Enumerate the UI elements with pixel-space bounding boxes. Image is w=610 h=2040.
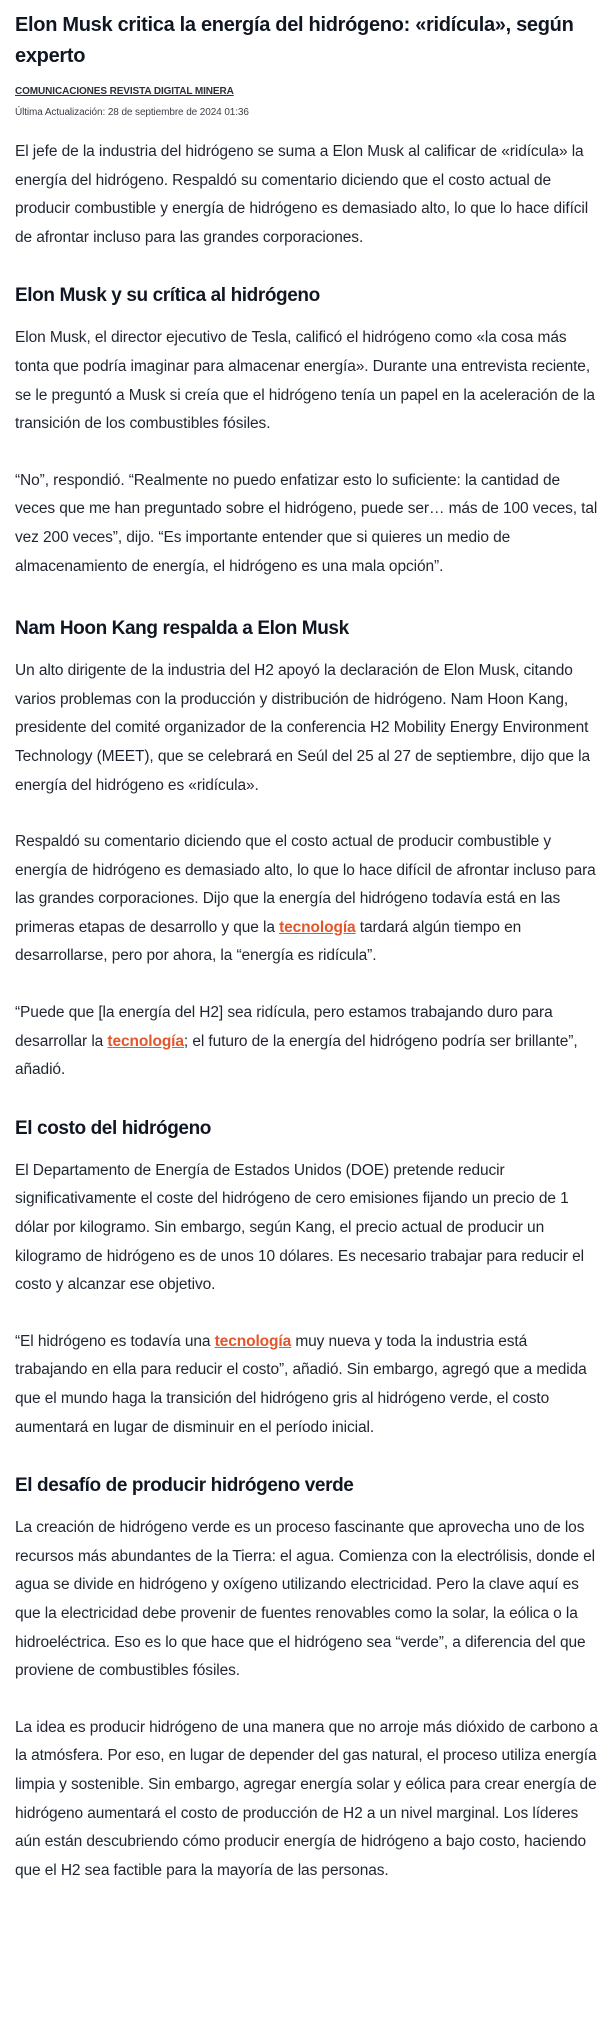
paragraph: La idea es producir hidrógeno de una manera que no arroje más dióxido de carbono a la atmósfera. Por eso, en lugar de depender del gas natural, el proceso utiliza energía limpia y sostenible. Sin embargo, agregar energía solar y eólica para crear energía de hidrógeno aumentará el costo de producción de H2 a un nivel marginal. Los líderes aún están descubriendo cómo producir energía de hidrógeno a bajo costo, haciendo que el H2 sea factible para la mayoría de las personas. — [15, 1718, 598, 1879]
paragraph: La creación de hidrógeno verde es un proceso fascinante que aprovecha uno de los recursos más abundantes de la Tierra: el agua. Comienza con la electrólisis, donde el agua se divide en hidrógeno y oxígeno utilizando electricidad. Pero la clave aquí es que la electricidad debe provenir de fuentes renovables como la solar, la eólica o la hidroeléctrica. Eso es lo que hace que el hidrógeno sea “verde”, a diferencia del que proviene de combustibles fósiles. — [15, 1519, 595, 1680]
section-heading-hidrogeno-verde: El desafío de producir hidrógeno verde — [15, 1475, 354, 1497]
text-segment: “El hidrógeno es todavía una — [15, 1332, 215, 1350]
text-segment: ; el futuro de la energía del hidrógeno podría ser brillante”, añadió. — [15, 1032, 578, 1079]
paragraph: El Departamento de Energía de Estados Unidos (DOE) pretende reducir significativamente el coste del hidrógeno de cero emisiones fijando un precio de 1 dólar por kilogramo. Sin embargo, según Kang, el precio actual de producir un kilogramo de hidrógeno es de unos 10 dólares. Es necesario trabajar para reducir el costo y alcanzar ese objetivo. — [15, 1161, 584, 1294]
section-heading-musk-critica: Elon Musk y su crítica al hidrógeno — [15, 285, 320, 307]
tecnologia-link[interactable]: tecnología — [214, 1332, 292, 1350]
paragraph — [15, 999, 598, 1085]
text-segment: Respaldó su comentario diciendo que el costo actual de producir combustible y energía de hidrógeno es demasiado alto, lo que lo hace difícil de afrontar incluso para las grandes corporaciones. Dijo que la energía del hidrógeno todavía está en las primeras etapas de desarrollo y que la — [15, 833, 596, 936]
lead-paragraph: El jefe de la industria del hidrógeno se suma a Elon Musk al calificar de «ridícula» la energía del hidrógeno. Respaldó su comentario diciendo que el costo actual de producir combustible y energía de hidrógeno es demasiado alto, lo que lo hace difícil de afrontar incluso para las grandes corporaciones. — [15, 143, 589, 246]
paragraph: Un alto dirigente de la industria del H2 apoyó la declaración de Elon Musk, citando varios problemas con la producción y distribución de hidrógeno. Nam Hoon Kang, presidente del comité organizador de la conferencia H2 Mobility Energy Environment Technology (MEET), que se celebrará en Seúl del 25 al 27 de septiembre, dijo que la energía del hidrógeno es «ridícula». — [15, 662, 591, 794]
section-heading-nam-hoon-kang: Nam Hoon Kang respalda a Elon Musk — [15, 618, 349, 640]
paragraph — [15, 1328, 598, 1442]
section-heading-costo: El costo del hidrógeno — [15, 1117, 211, 1139]
tecnologia-link[interactable]: tecnología — [107, 1032, 184, 1050]
paragraph: Elon Musk, el director ejecutivo de Tesla, calificó el hidrógeno como «la cosa más tonta que podría imaginar para almacenar energía». Durante una entrevista reciente, se le preguntó a Musk si creía que el hidrógeno tenía un papel en la aceleración de la transición de los combustibles fósiles. — [15, 329, 595, 433]
text-segment: tardará algún tiempo en desarrollarse, pero por ahora, la “energía es ridícula”. — [15, 918, 522, 965]
article-title: Elon Musk critica la energía del hidrógeno: «ridícula», según experto — [15, 14, 574, 67]
paragraph: “No”, respondió. “Realmente no puedo enfatizar esto lo suficiente: la cantidad de veces que me han preguntado sobre el hidrógeno, puede ser… más de 100 veces, tal vez 200 veces”, dijo. “Es importante entender que si quieres un medio de almacenamiento de energía, el hidrógeno es una mala opción”. — [15, 471, 598, 575]
text-segment: muy nueva y toda la industria está trabajando en ella para reducir el costo”, añadió. Sin embargo, agregó que a medida que el mundo haga la transición del hidrógeno gris al hidrógeno verde, el costo aumentará en lugar de disminuir en el período inicial. — [15, 1332, 587, 1436]
paragraph — [15, 828, 598, 971]
text-segment: “Puede que [la energía del H2] sea ridícula, pero estamos trabajando duro para desarrollar la — [15, 1004, 553, 1050]
tecnologia-link[interactable]: tecnología — [279, 918, 356, 936]
author-link[interactable]: COMUNICACIONES REVISTA DIGITAL MINERA — [15, 86, 234, 97]
updated-date: Última Actualización: 28 de septiembre de 2024 01:36 — [15, 107, 249, 118]
